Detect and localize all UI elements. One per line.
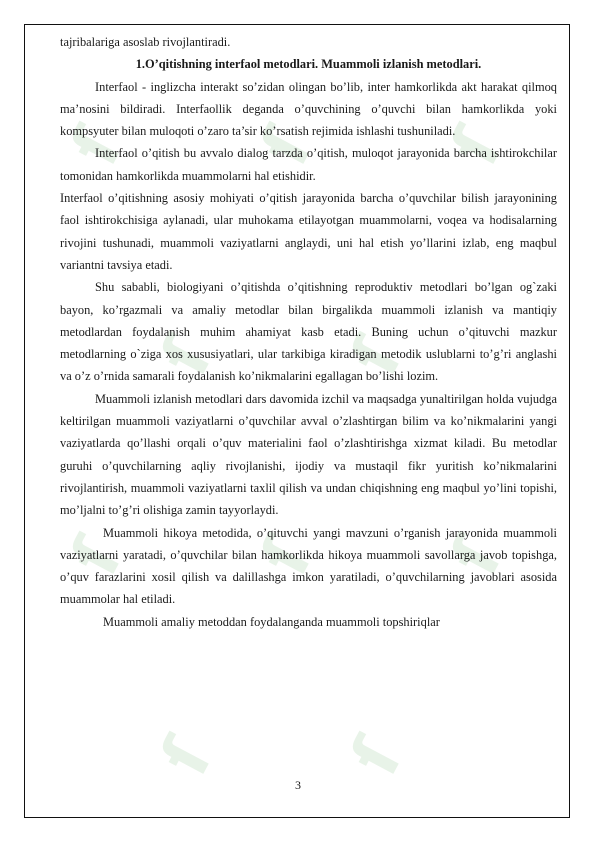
svg-text:ſ: ſ xyxy=(336,726,418,788)
svg-text:ſ: ſ xyxy=(56,116,138,178)
document-body xyxy=(60,31,557,633)
paragraph-problem-search: Muammoli izlanish metodlari dars davomida izchil va maqsadga yunaltirilgan holda vujudga keltirilgan muammoli vaziyatlarni o’quvchilar avval o’zlashtirgan bilim va ko’nikmalarini yangi vaziyatlarda qo’llashi orqali o’quv materialini faol o’zlashtirishga xizmat kiladi. Bu metodlar guruhi o’quvchilarning aqliy rivojlanishi, ijodiy va mustaqil fikr yuritish ko’nikmalarini rivojlantirish, muammoli vaziyatlarni taxlil qilish va undan chiqishning eng maqbul yo’lini topishi, mo’ljalni to’g’ri olishiga zamin tayyorlaydi. xyxy=(60,391,557,518)
svg-text:ſ: ſ xyxy=(246,526,328,588)
svg-text:ſ: ſ xyxy=(436,116,518,178)
page-number: 3 xyxy=(295,778,301,792)
paragraph-interfaol-dialog: Interfaol o’qitish bu avvalo dialog tarzda o’qitish, muloqot jarayonida barcha ishtirokchilar tomonidan hamkorlikda muammolarni hal etishidir. xyxy=(60,146,557,183)
paragraph-problem-practical: Muammoli amaliy metoddan foydalanganda muammoli topshiriqlar xyxy=(103,614,440,629)
section-heading: 1.O’qitishning interfaol metodlari. Muammoli izlanish metodlari. xyxy=(135,57,482,72)
svg-text:ſ: ſ xyxy=(246,116,328,178)
svg-text:ſ: ſ xyxy=(56,526,138,588)
svg-text:ſ: ſ xyxy=(336,326,418,388)
intro-line: tajribalariga asoslab rivojlantiradi. xyxy=(60,35,231,49)
paragraph-interfaol-essence: Interfaol o’qitishning asosiy mohiyati o’qitish jarayonida barcha o’quvchilar bilish jarayonining faol ishtirokchisiga aylanadi, ular muhokama etilayotgan muammolarni, voqea va hodisalarning rivojini tushunadi, muammoli vaziyatlarni anglaydi, uni hal etish yo’llarini izlab, eng maqbul variantni tavsiya etadi. xyxy=(60,191,557,272)
paragraph-interfaol-definition: Interfaol - inglizcha interakt so’zidan olingan bo’lib, inter hamkorlikda akt harakat qilmoq ma’nosini bildiradi. Interfaollik deganda o’quvchining o’quvchi bilan hamkorlikda yoki kompsyuter bilan muloqoti o’zaro ta’sir ko’rsatish rejimida ishlashi tushuniladi. xyxy=(60,79,557,139)
svg-text:ſ: ſ xyxy=(146,326,228,388)
paragraph-biology-methods: Shu sababli, biologiyani o’qitishda o’qitishning reproduktiv metodlari bo’lgan og`zaki bayon, ko’rgazmali va amaliy metodlar bilan birgalikda muammoli izlanish va mantiqiy metodlardan foydalanish muhim ahamiyat kasb etadi. Buning uchun o’qituvchi mazkur metodlarning o`ziga xos xususiyatlari, ular tarkibiga kiradigan metodik uslublarni to’g’ri anglashi va o’z o’rnida samarali foydalanish ko’nikmalarini egallagan bo’lishi lozim. xyxy=(60,280,557,384)
paragraph-problem-story: Muammoli hikoya metodida, o’qituvchi yangi mavzuni o’rganish jarayonida muammoli vaziyatlarni yaratadi, o’quvchilar bilan hamkorlikda hikoya muammoli savollarga javob topishga, o’quv farazlarini xosil qilish va dalillashga imkon yaratiladi, o’quvchilarning javoblari asosida muammolar hal etiladi. xyxy=(60,525,557,607)
svg-text:ſ: ſ xyxy=(436,526,518,588)
svg-text:ſ: ſ xyxy=(146,726,228,788)
